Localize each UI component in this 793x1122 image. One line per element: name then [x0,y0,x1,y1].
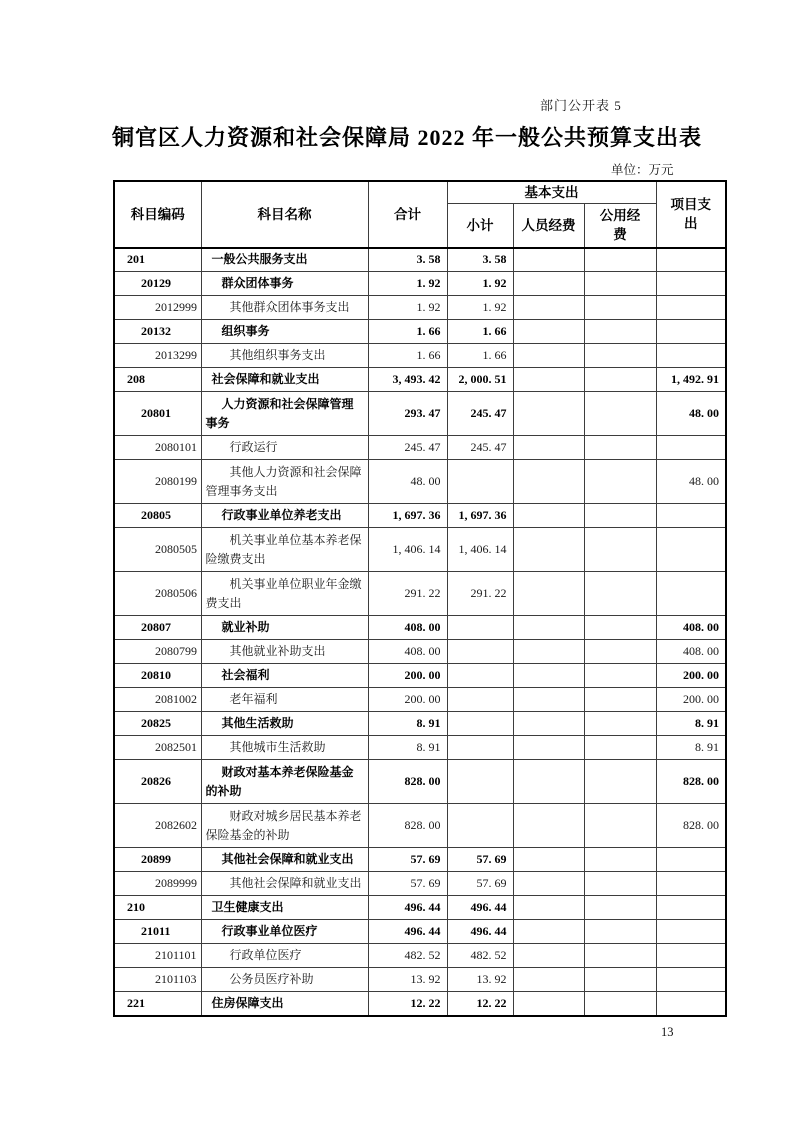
cell-total: 57. 69 [368,848,447,872]
cell-public [584,872,656,896]
table-row [114,848,726,872]
cell-name: 组织事务 [201,320,368,344]
cell-basic-subtotal [447,664,513,688]
cell-project [656,920,726,944]
cell-name: 老年福利 [201,688,368,712]
cell-name: 公务员医疗补助 [201,968,368,992]
cell-name: 其他城市生活救助 [201,736,368,760]
header-public-funds: 公用经费 [584,204,656,248]
cell-basic-subtotal: 2, 000. 51 [447,368,513,392]
cell-project [656,528,726,572]
cell-basic-subtotal [447,736,513,760]
cell-total: 1. 66 [368,320,447,344]
cell-project: 48. 00 [656,392,726,436]
cell-project [656,504,726,528]
cell-basic-subtotal: 1, 697. 36 [447,504,513,528]
cell-personnel [513,992,584,1016]
header-basic-group: 基本支出 [447,181,656,204]
cell-code: 2012999 [114,296,201,320]
cell-basic-subtotal [447,640,513,664]
cell-name: 机关事业单位基本养老保险缴费支出 [201,528,368,572]
cell-basic-subtotal [447,712,513,736]
table-row [114,736,726,760]
cell-total: 828. 00 [368,760,447,804]
cell-personnel [513,760,584,804]
cell-total: 408. 00 [368,640,447,664]
cell-code: 20899 [114,848,201,872]
cell-code: 2080505 [114,528,201,572]
cell-personnel [513,320,584,344]
table-row [114,920,726,944]
table-row [114,460,726,504]
header-project-expense: 项目支出 [656,181,726,248]
table-row [114,688,726,712]
cell-project: 200. 00 [656,688,726,712]
cell-public [584,460,656,504]
cell-project [656,272,726,296]
table-row [114,436,726,460]
cell-basic-subtotal: 12. 22 [447,992,513,1016]
cell-total: 408. 00 [368,616,447,640]
cell-code: 2080199 [114,460,201,504]
table-row [114,760,726,804]
cell-personnel [513,712,584,736]
cell-name: 一般公共服务支出 [201,248,368,272]
cell-public [584,572,656,616]
cell-total: 482. 52 [368,944,447,968]
cell-name: 行政运行 [201,436,368,460]
cell-project [656,296,726,320]
table-row [114,896,726,920]
cell-personnel [513,804,584,848]
cell-personnel [513,920,584,944]
cell-basic-subtotal: 13. 92 [447,968,513,992]
cell-code: 2080101 [114,436,201,460]
cell-public [584,368,656,392]
cell-personnel [513,640,584,664]
table-row [114,664,726,688]
cell-name: 财政对城乡居民基本养老保险基金的补助 [201,804,368,848]
cell-project: 1, 492. 91 [656,368,726,392]
cell-personnel [513,504,584,528]
table-row [114,320,726,344]
cell-total: 48. 00 [368,460,447,504]
cell-personnel [513,248,584,272]
cell-project: 8. 91 [656,712,726,736]
cell-code: 20810 [114,664,201,688]
cell-project [656,992,726,1016]
cell-basic-subtotal: 57. 69 [447,872,513,896]
cell-personnel [513,344,584,368]
cell-project: 828. 00 [656,760,726,804]
cell-name: 社会福利 [201,664,368,688]
table-row [114,572,726,616]
cell-public [584,248,656,272]
cell-project: 8. 91 [656,736,726,760]
cell-code: 2082501 [114,736,201,760]
cell-code: 210 [114,896,201,920]
cell-name: 卫生健康支出 [201,896,368,920]
cell-public [584,320,656,344]
cell-project [656,968,726,992]
cell-public [584,272,656,296]
cell-total: 3, 493. 42 [368,368,447,392]
cell-public [584,392,656,436]
table-row [114,968,726,992]
cell-public [584,664,656,688]
cell-total: 1. 92 [368,272,447,296]
table-row [114,272,726,296]
cell-code: 221 [114,992,201,1016]
cell-personnel [513,872,584,896]
cell-basic-subtotal: 245. 47 [447,436,513,460]
cell-code: 2013299 [114,344,201,368]
cell-name: 其他社会保障和就业支出 [201,848,368,872]
table-row [114,872,726,896]
cell-basic-subtotal: 496. 44 [447,920,513,944]
page-number: 13 [661,1025,674,1039]
cell-name: 其他人力资源和社会保障管理事务支出 [201,460,368,504]
table-row [114,804,726,848]
cell-name: 行政事业单位养老支出 [201,504,368,528]
cell-personnel [513,272,584,296]
cell-code: 20129 [114,272,201,296]
table-header [114,181,726,248]
cell-public [584,640,656,664]
cell-code: 21011 [114,920,201,944]
cell-name: 群众团体事务 [201,272,368,296]
cell-total: 8. 91 [368,712,447,736]
cell-basic-subtotal [447,760,513,804]
cell-name: 社会保障和就业支出 [201,368,368,392]
cell-code: 20807 [114,616,201,640]
cell-public [584,504,656,528]
cell-total: 828. 00 [368,804,447,848]
table-body [114,248,726,1016]
cell-public [584,944,656,968]
cell-basic-subtotal: 1. 92 [447,272,513,296]
cell-basic-subtotal: 1, 406. 14 [447,528,513,572]
unit-note: 单位：万元 [611,163,674,177]
cell-basic-subtotal [447,804,513,848]
cell-project [656,436,726,460]
cell-public [584,848,656,872]
cell-total: 1, 406. 14 [368,528,447,572]
table-row [114,344,726,368]
cell-name: 行政单位医疗 [201,944,368,968]
cell-total: 496. 44 [368,920,447,944]
cell-public [584,968,656,992]
cell-code: 2080799 [114,640,201,664]
page-title: 铜官区人力资源和社会保障局 2022 年一般公共预算支出表 [112,125,703,150]
cell-project [656,248,726,272]
cell-code: 20132 [114,320,201,344]
cell-public [584,616,656,640]
cell-basic-subtotal [447,460,513,504]
cell-personnel [513,368,584,392]
table-row [114,640,726,664]
cell-public [584,736,656,760]
cell-personnel [513,736,584,760]
cell-personnel [513,688,584,712]
table-row [114,992,726,1016]
header-basic-subtotal: 小计 [447,204,513,248]
cell-public [584,688,656,712]
cell-total: 496. 44 [368,896,447,920]
cell-personnel [513,664,584,688]
cell-personnel [513,296,584,320]
cell-total: 1, 697. 36 [368,504,447,528]
cell-total: 1. 66 [368,344,447,368]
cell-total: 8. 91 [368,736,447,760]
header-total: 合计 [368,181,447,248]
doc-label: 部门公开表 5 [540,98,622,113]
cell-public [584,528,656,572]
cell-basic-subtotal: 1. 66 [447,320,513,344]
cell-personnel [513,460,584,504]
cell-personnel [513,572,584,616]
cell-personnel [513,616,584,640]
cell-basic-subtotal: 1. 66 [447,344,513,368]
cell-project: 200. 00 [656,664,726,688]
cell-total: 3. 58 [368,248,447,272]
table-row [114,616,726,640]
cell-total: 57. 69 [368,872,447,896]
cell-code: 2080506 [114,572,201,616]
cell-name: 住房保障支出 [201,992,368,1016]
cell-total: 200. 00 [368,664,447,688]
cell-name: 其他生活救助 [201,712,368,736]
cell-code: 2081002 [114,688,201,712]
cell-project: 408. 00 [656,616,726,640]
cell-project [656,896,726,920]
cell-code: 20805 [114,504,201,528]
cell-public [584,992,656,1016]
cell-code: 2101103 [114,968,201,992]
cell-basic-subtotal: 1. 92 [447,296,513,320]
budget-table [113,180,727,1017]
cell-personnel [513,848,584,872]
cell-code: 2082602 [114,804,201,848]
cell-code: 20826 [114,760,201,804]
cell-name: 其他就业补助支出 [201,640,368,664]
cell-personnel [513,436,584,460]
cell-name: 人力资源和社会保障管理事务 [201,392,368,436]
header-subject-name: 科目名称 [201,181,368,248]
cell-public [584,760,656,804]
cell-code: 201 [114,248,201,272]
cell-total: 13. 92 [368,968,447,992]
table-row [114,944,726,968]
cell-basic-subtotal: 482. 52 [447,944,513,968]
cell-basic-subtotal: 496. 44 [447,896,513,920]
cell-public [584,344,656,368]
cell-name: 其他群众团体事务支出 [201,296,368,320]
cell-public [584,920,656,944]
cell-project: 48. 00 [656,460,726,504]
cell-name: 其他组织事务支出 [201,344,368,368]
cell-basic-subtotal: 57. 69 [447,848,513,872]
cell-public [584,804,656,848]
cell-code: 20825 [114,712,201,736]
cell-name: 其他社会保障和就业支出 [201,872,368,896]
cell-personnel [513,392,584,436]
cell-basic-subtotal [447,688,513,712]
cell-name: 行政事业单位医疗 [201,920,368,944]
cell-name: 就业补助 [201,616,368,640]
cell-basic-subtotal [447,616,513,640]
cell-public [584,896,656,920]
cell-basic-subtotal: 291. 22 [447,572,513,616]
table-row [114,504,726,528]
cell-project [656,572,726,616]
cell-total: 293. 47 [368,392,447,436]
cell-code: 208 [114,368,201,392]
cell-code: 2089999 [114,872,201,896]
cell-project [656,848,726,872]
cell-personnel [513,528,584,572]
cell-personnel [513,944,584,968]
cell-public [584,296,656,320]
cell-project: 828. 00 [656,804,726,848]
cell-total: 12. 22 [368,992,447,1016]
cell-total: 291. 22 [368,572,447,616]
header-personnel-funds: 人员经费 [513,204,584,248]
cell-basic-subtotal: 245. 47 [447,392,513,436]
cell-project [656,872,726,896]
cell-public [584,436,656,460]
cell-project [656,344,726,368]
table-row [114,392,726,436]
cell-total: 245. 47 [368,436,447,460]
cell-basic-subtotal: 3. 58 [447,248,513,272]
cell-project: 408. 00 [656,640,726,664]
cell-name: 机关事业单位职业年金缴费支出 [201,572,368,616]
cell-project [656,944,726,968]
table-row [114,368,726,392]
cell-personnel [513,968,584,992]
table-row [114,712,726,736]
cell-code: 2101101 [114,944,201,968]
cell-public [584,712,656,736]
table-row [114,296,726,320]
cell-project [656,320,726,344]
cell-total: 1. 92 [368,296,447,320]
table-row [114,248,726,272]
cell-code: 20801 [114,392,201,436]
table-row [114,528,726,572]
cell-total: 200. 00 [368,688,447,712]
cell-personnel [513,896,584,920]
cell-name: 财政对基本养老保险基金的补助 [201,760,368,804]
header-subject-code: 科目编码 [114,181,201,248]
